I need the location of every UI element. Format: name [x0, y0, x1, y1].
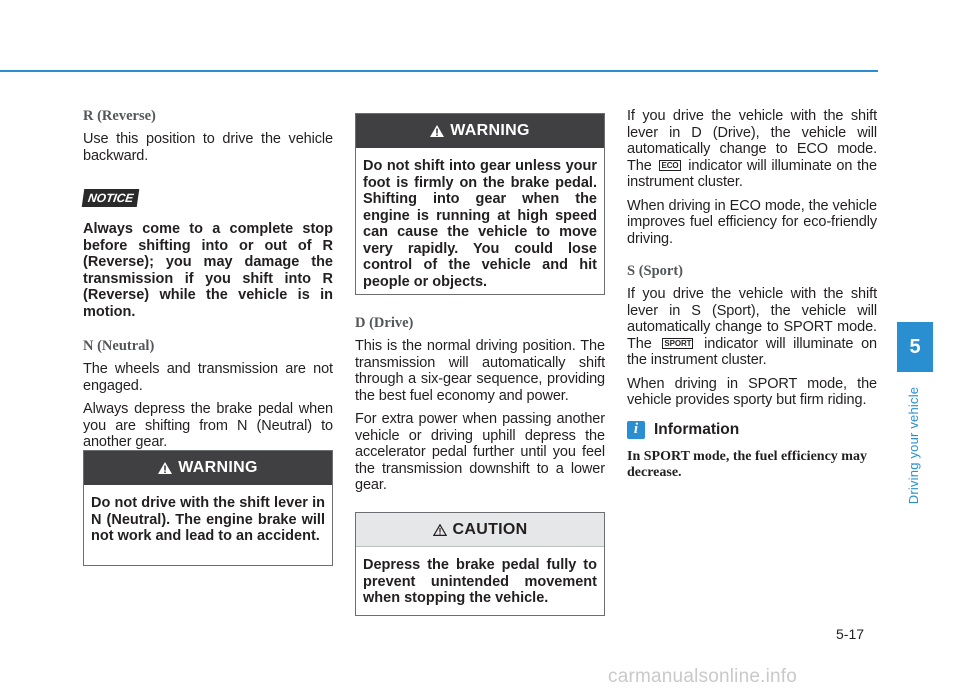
sport-heading: S (Sport) — [627, 263, 683, 279]
caution-box-brake — [355, 512, 605, 616]
neutral-text-2: Always depress the brake pedal when you are shifting from N (Neutral) to another gear. — [83, 401, 333, 450]
neutral-text-1: The wheels and transmission are not engaged. — [83, 361, 333, 394]
caution-header — [356, 513, 604, 547]
warning-box-neutral — [83, 450, 333, 566]
notice-text: Always come to a complete stop before shifting into or out of R (Reverse); you may damage the transmission if you shift into R (Reverse) while the vehicle is in motion. — [83, 221, 333, 320]
chapter-label: Driving your vehicle — [906, 386, 922, 504]
warning-triangle-icon — [430, 125, 444, 137]
sport-text-1: If you drive the vehicle with the shift lever in S (Sport), the vehicle will automatically change to SPORT mode. The SPORT indicator will illuminate on the instrument cluster. — [627, 286, 877, 368]
reverse-text: Use this position to drive the vehicle backward. — [83, 131, 333, 164]
header-rule — [0, 70, 878, 72]
drive-text-2: For extra power when passing another vehicle or driving uphill depress the accelerator pedal further until you feel the transmission downshift to a lower gear. — [355, 411, 605, 493]
caution-text: Depress the brake pedal fully to prevent unintended movement when stopping the vehicle. — [363, 557, 597, 606]
warning-text: Do not drive with the shift lever in N (Neutral). The engine brake will not work and lead to an accident. — [91, 495, 325, 544]
watermark: carmanualsonline.info — [608, 666, 798, 687]
notice-badge: NOTICE — [82, 189, 140, 207]
eco-indicator-icon: ECO — [661, 160, 679, 170]
caution-triangle-icon — [433, 524, 447, 536]
eco-text-2: When driving in ECO mode, the vehicle improves fuel efficiency for eco-friendly driving. — [627, 197, 877, 247]
eco-text-1: If you drive the vehicle with the shift lever in D (Drive), the vehicle will automatically change to ECO mode. The ECO indicator will illuminate on the instrument cluster. — [627, 108, 877, 190]
sport-text-2: When driving in SPORT mode, the vehicle provides sporty but firm riding. — [627, 375, 877, 408]
caution-label: CAUTION — [452, 520, 528, 538]
warning-header — [84, 451, 332, 485]
info-icon: i — [627, 421, 645, 439]
page-number: 5-17 — [836, 626, 865, 642]
column-middle — [355, 315, 605, 501]
warning-label: WARNING — [450, 122, 530, 139]
information-heading — [627, 421, 877, 439]
warning-box-gear — [355, 113, 605, 295]
information-title: Information — [654, 420, 740, 438]
warning-triangle-icon — [158, 462, 172, 474]
warning-header — [356, 114, 604, 148]
warning-text: Do not shift into gear unless your foot is firmly on the brake pedal. Shifting into gear when the engine is running at high speed can cause the vehicle to move very rapidly. You could lose control of the vehicle and hit people or objects. — [363, 158, 597, 290]
information-text: In SPORT mode, the fuel efficiency may decrease. — [627, 448, 867, 480]
drive-heading: D (Drive) — [355, 315, 414, 331]
chapter-tab: 5 — [897, 322, 933, 372]
neutral-heading: N (Neutral) — [83, 338, 155, 354]
column-right — [627, 108, 877, 482]
column-left — [83, 108, 333, 458]
drive-text-1: This is the normal driving position. The transmission will automatically shift through a six-gear sequence, providing the best fuel economy and power. — [355, 338, 605, 404]
reverse-heading: R (Reverse) — [83, 108, 156, 124]
sport-indicator-icon: SPORT — [664, 338, 692, 348]
warning-label: WARNING — [178, 459, 258, 476]
